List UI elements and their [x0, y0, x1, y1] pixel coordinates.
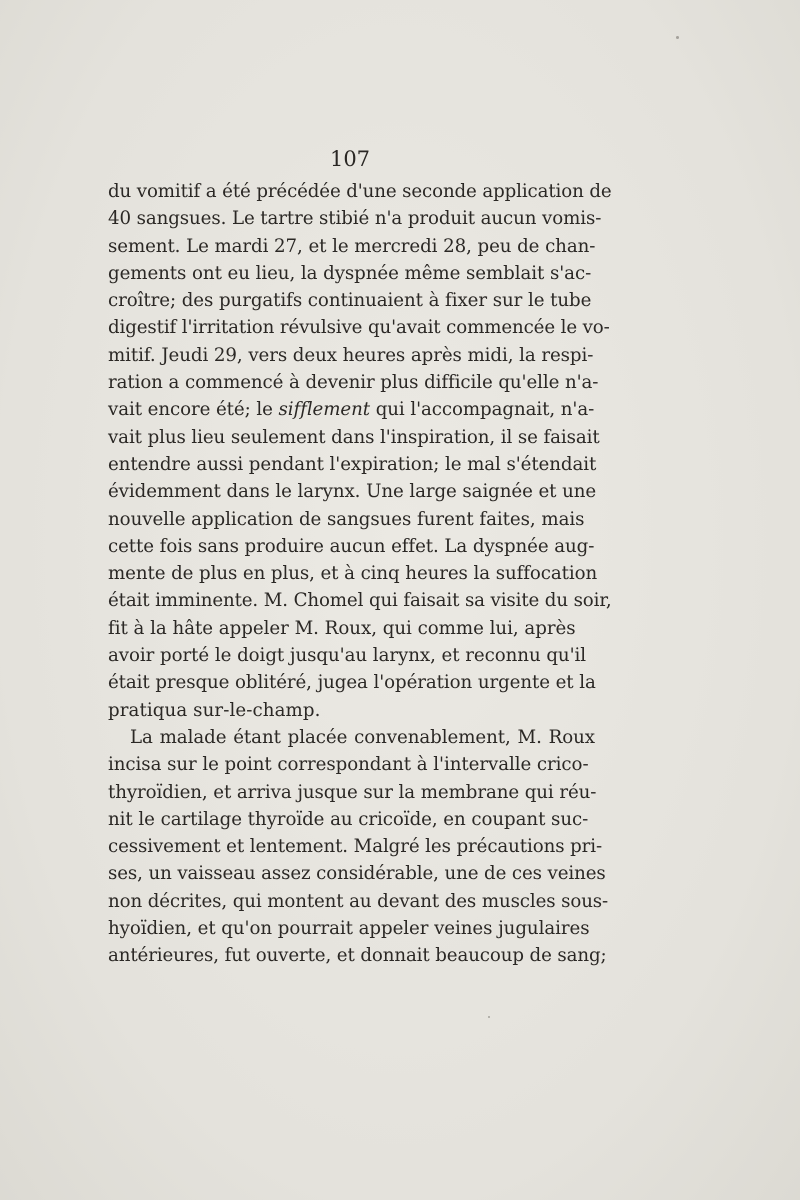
- text-line: non décrites, qui montent au devant des muscles sous-: [108, 890, 609, 912]
- text-line: sement. Le mardi 27, et le mercredi 28, peu de chan-: [108, 235, 596, 257]
- italic-word: sifflement: [278, 399, 370, 421]
- text-line: entendre aussi pendant l'expiration; le mal s'étendait: [108, 453, 597, 475]
- text-line: digestif l'irritation révulsive qu'avait commencée le vo-: [108, 317, 610, 339]
- text-line-italic: [108, 396, 595, 423]
- text-line: antérieures, fut ouverte, et donnait beaucoup de sang;: [108, 945, 607, 967]
- text-line: 40 sangsues. Le tartre stibié n'a produit aucun vomis-: [108, 208, 602, 230]
- text-line: était imminente. M. Chomel qui faisait sa visite du soir,: [108, 590, 612, 612]
- text-line: nouvelle application de sangsues furent faites, mais: [108, 508, 585, 530]
- text-line: évidemment dans le larynx. Une large saignée et une: [108, 481, 597, 503]
- text-line: mente de plus en plus, et à cinq heures la suffocation: [108, 563, 598, 585]
- text-line: gements ont eu lieu, la dyspnée même semblait s'ac-: [108, 262, 592, 284]
- text-line: hyoïdien, et qu'on pourrait appeler veines jugulaires: [108, 918, 590, 940]
- line-tail: qui l'accompagnait, n'a-: [369, 399, 595, 421]
- text-line: mitif. Jeudi 29, vers deux heures après midi, la respi-: [108, 344, 594, 366]
- text-line: incisa sur le point correspondant à l'intervalle crico-: [108, 754, 589, 776]
- page-number: 107: [329, 147, 371, 171]
- text-line: cette fois sans produire aucun effet. La dyspnée aug-: [108, 535, 595, 557]
- paper-speck: [676, 36, 679, 39]
- text-line: fit à la hâte appeler M. Roux, qui comme lui, après: [108, 617, 576, 639]
- text-line: ses, un vaisseau assez considérable, une de ces veines: [108, 863, 606, 885]
- text-line: nit le cartilage thyroïde au cricoïde, en coupant suc-: [108, 808, 589, 830]
- text-line: était presque oblitéré, jugea l'opération urgente et la: [108, 672, 596, 694]
- text-line: La malade étant placée convenablement, M. Roux: [130, 726, 595, 748]
- line-head: vait encore été; le: [108, 399, 279, 421]
- text-line: vait plus lieu seulement dans l'inspiration, il se faisait: [108, 426, 600, 448]
- text-line: croître; des purgatifs continuaient à fixer sur le tube: [108, 290, 592, 312]
- text-line: cessivement et lentement. Malgré les précautions pri-: [108, 836, 603, 858]
- text-line: avoir porté le doigt jusqu'au larynx, et reconnu qu'il: [108, 645, 587, 667]
- text-line: du vomitif a été précédée d'une seconde application de: [108, 181, 612, 202]
- paper-speck: [488, 1016, 490, 1018]
- text-line: thyroïdien, et arriva jusque sur la membrane qui réu-: [108, 781, 597, 803]
- body-text: [108, 178, 612, 970]
- text-line: ration a commencé à devenir plus difficile qu'elle n'a-: [108, 372, 599, 394]
- text-line: pratiqua sur-le-champ.: [108, 699, 321, 721]
